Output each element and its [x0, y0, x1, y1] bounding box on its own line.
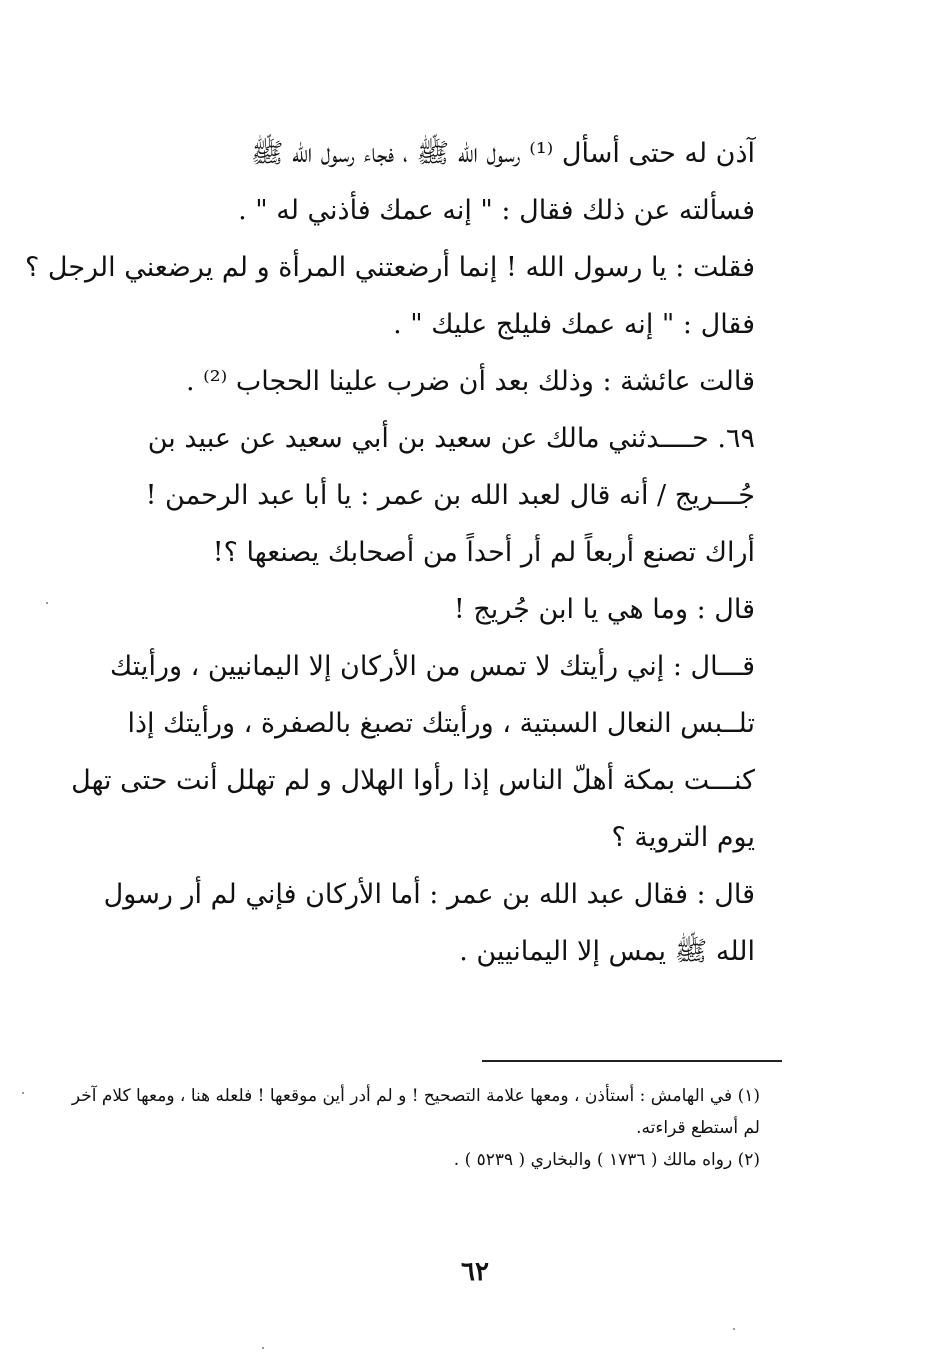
- text-line: قـــال : إني رأيتك لا تمس من الأركان إلا اليمانيين ، ورأيتك: [110, 651, 755, 682]
- text-line: الله ﷺ يمس إلا اليمانيين .: [459, 936, 755, 967]
- footnote-line: لم أستطع قراءته.: [636, 1118, 760, 1138]
- text-line: تلــبس النعال السبتية ، ورأيتك تصبغ بالصفرة ، ورأيتك إذا: [127, 708, 755, 739]
- page-number: ٦٢: [461, 1257, 489, 1287]
- text-line: يوم التروية ؟: [611, 822, 755, 853]
- text-line: كنـــت بمكة أهلّ الناس إذا رأوا الهلال و لم تهلل أنت حتى تهل: [71, 765, 755, 796]
- footnote-line: (٢) رواه مالك ( ١٧٣٦ ) والبخاري ( ٥٢٣٩ ) .: [453, 1150, 760, 1170]
- text-line: قالت عائشة : وذلك بعد أن ضرب علينا الحجاب ⁽²⁾ .: [185, 366, 755, 397]
- text-line: جُـــريج / أنه قال لعبد الله بن عمر : يا أبا عبد الرحمن !: [145, 480, 755, 511]
- scan-speck: [46, 602, 48, 604]
- footnote-line: (١) في الهامش : أستأذن ، ومعها علامة التصحيح ! و لم أدر أين موقعها ! فلعله هنا ، ومعها كلام آخر: [71, 1086, 760, 1106]
- scan-speck: [22, 1092, 24, 1094]
- text-line: قال : وما هي يا ابن جُريج !: [453, 594, 755, 625]
- text-line: فقال : " إنه عمك فليلج عليك " .: [393, 309, 755, 340]
- text-line: فسألته عن ذلك فقال : " إنه عمك فأذني له " .: [238, 195, 755, 226]
- scan-speck: [733, 1328, 735, 1330]
- scan-speck: [262, 1347, 264, 1349]
- footnotes: [71, 1080, 760, 1176]
- hadith-number-line: ٦٩. حــــدثني مالك عن سعيد بن أبي سعيد عن عبيد بن: [147, 423, 755, 454]
- text-line: آذن له حتى أسأل ⁽¹⁾ رسول الله ﷺ ، فجاء رسول الله ﷺ: [250, 138, 755, 169]
- text-line: فقلت : يا رسول الله ! إنما أرضعتني المرأة و لم يرضعني الرجل ؟: [24, 252, 755, 283]
- text-line: قال : فقال عبد الله بن عمر : أما الأركان فإني لم أر رسول: [103, 879, 755, 910]
- text-line: أراك تصنع أربعاً لم أر أحداً من أصحابك يصنعها ؟!: [212, 537, 755, 568]
- main-text: [24, 125, 755, 980]
- footnote-divider: [482, 1060, 782, 1062]
